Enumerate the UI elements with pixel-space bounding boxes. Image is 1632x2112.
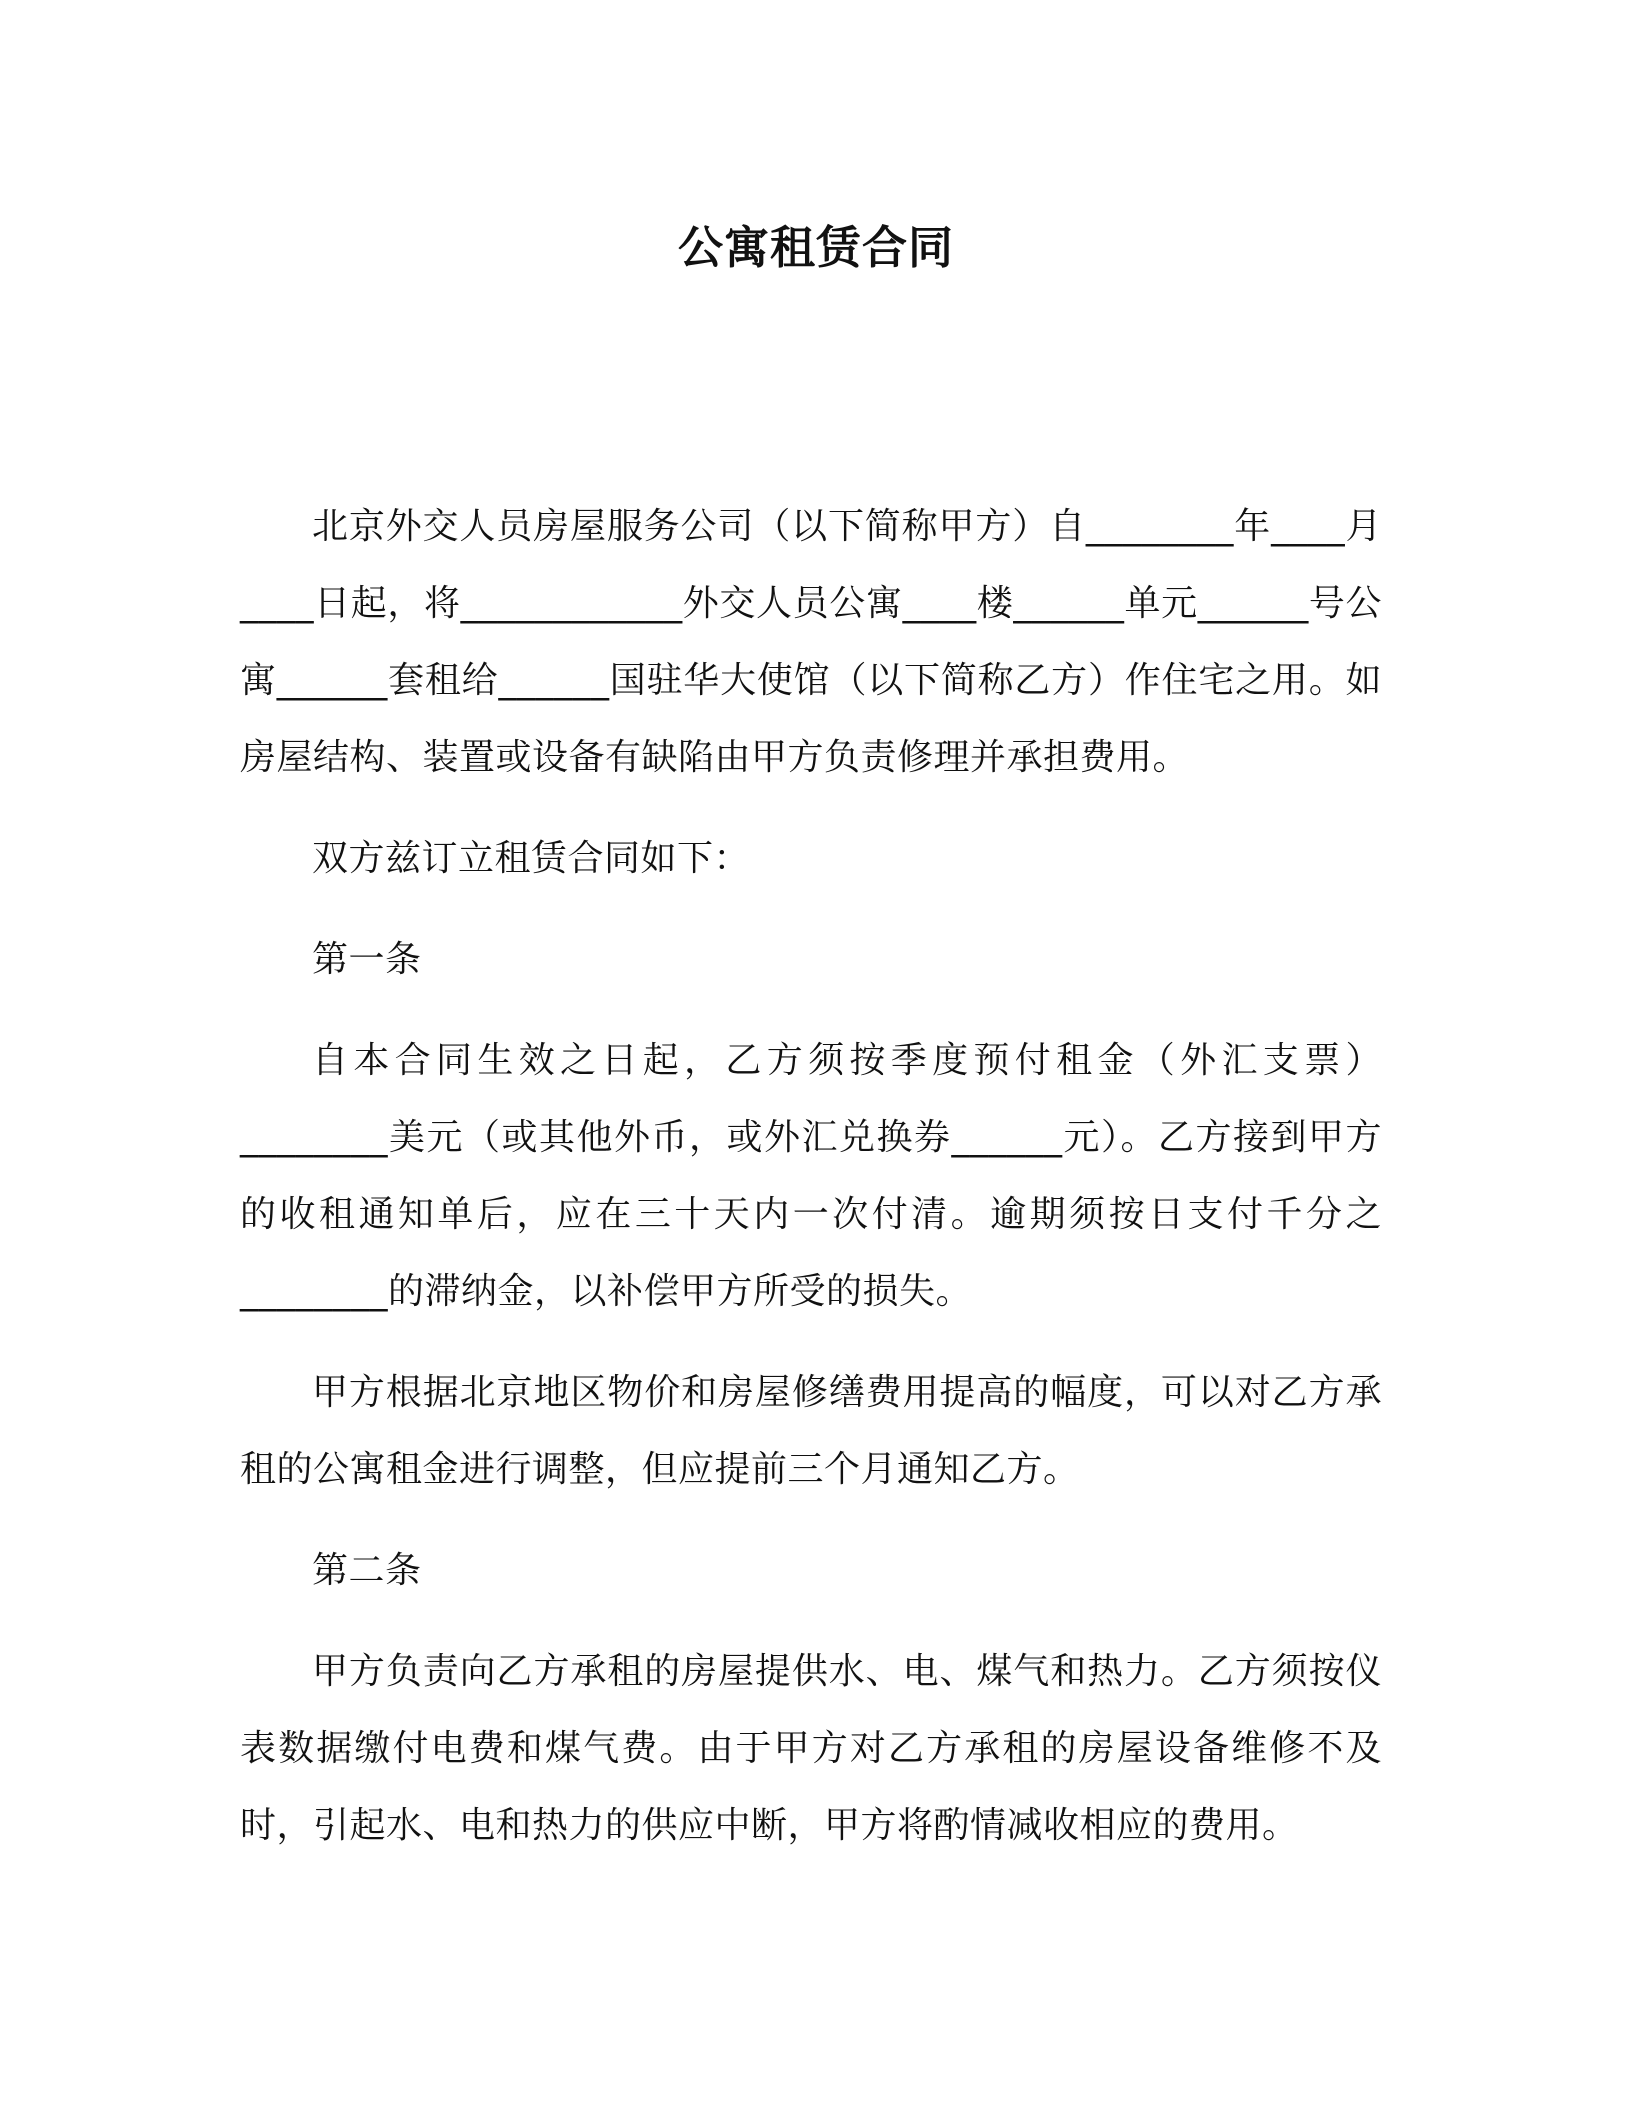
document-title: 公寓租赁合同 xyxy=(677,221,954,274)
article-1-adjustment-paragraph: 甲方根据北京地区物价和房屋修缮费用提高的幅度，可以对乙方承租的公寓租金进行调整，但应提前三个月通知乙方。 xyxy=(240,1372,1382,1490)
agreement-statement: 双方兹订立租赁合同如下： xyxy=(312,838,751,879)
article-2-heading: 第二条 xyxy=(312,1550,422,1591)
intro-paragraph: 北京外交人员房屋服务公司（以下简称甲方）自________年____月____日起，将____________外交人员公寓____楼______单元______号公寓______套租给______国驻华大使馆（以下简称乙方）作住宅之用。如房屋结构、装置或设备有缺陷由甲方负责修理并承担费用。 xyxy=(240,506,1382,778)
document-body xyxy=(240,488,1382,1888)
article-2-utilities-paragraph: 甲方负责向乙方承租的房屋提供水、电、煤气和热力。乙方须按仪表数据缴付电费和煤气费。由于甲方对乙方承租的房屋设备维修不及时，引起水、电和热力的供应中断，甲方将酌情减收相应的费用。 xyxy=(240,1651,1382,1846)
article-1-heading: 第一条 xyxy=(312,939,422,980)
article-1-rent-paragraph: 自本合同生效之日起，乙方须按季度预付租金（外汇支票）________美元（或其他外币，或外汇兑换券______元）。乙方接到甲方的收租通知单后，应在三十天内一次付清。逾期须按日支付千分之________的滞纳金，以补偿甲方所受的损失。 xyxy=(240,1040,1382,1312)
